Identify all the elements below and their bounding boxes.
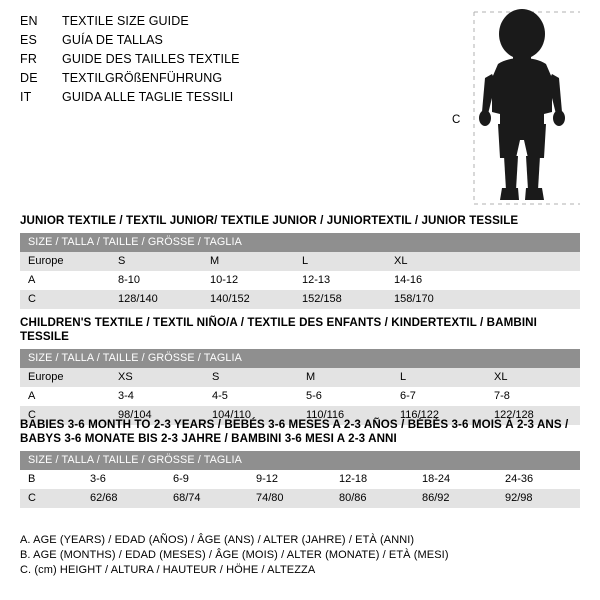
cell-value: 98/104: [110, 406, 204, 425]
column-size: XL: [486, 368, 580, 387]
column-size: L: [294, 252, 386, 271]
section-junior: [20, 214, 580, 309]
language-title: GUIDA ALLE TAGLIE TESSILI: [62, 90, 234, 104]
cell-value: 92/98: [497, 489, 580, 508]
section-title: CHILDREN'S TEXTILE / TEXTIL NIÑO/A / TEXTILE DES ENFANTS / KINDERTEXTIL / BAMBINI TESSILE: [20, 316, 537, 343]
height-measure-label: C: [452, 114, 461, 126]
cell-value: 6-7: [392, 387, 486, 406]
language-title: GUIDE DES TAILLES TEXTILE: [62, 52, 240, 66]
table-row: [20, 470, 580, 489]
cell-value: 8-10: [110, 271, 202, 290]
cell-value: 74/80: [248, 489, 331, 508]
row-label: C: [20, 489, 82, 508]
language-row: [20, 90, 420, 109]
column-size: M: [202, 252, 294, 271]
size-table-junior: [20, 233, 580, 309]
language-code: FR: [20, 52, 38, 66]
size-header-label: SIZE / TALLA / TAILLE / GRÖSSE / TAGLIA: [20, 349, 580, 368]
language-code: DE: [20, 71, 38, 85]
language-title-list: [20, 14, 420, 109]
table-header-row: [20, 233, 580, 252]
cell-value: 62/68: [82, 489, 165, 508]
row-label: A: [20, 387, 110, 406]
size-header-label: SIZE / TALLA / TAILLE / GRÖSSE / TAGLIA: [20, 233, 580, 252]
legend-block: [20, 533, 580, 578]
cell-value: 4-5: [204, 387, 298, 406]
cell-value: 116/122: [392, 406, 486, 425]
cell-value: 110/116: [298, 406, 392, 425]
cell-value: 140/152: [202, 290, 294, 309]
size-header-label: SIZE / TALLA / TAILLE / GRÖSSE / TAGLIA: [20, 451, 580, 470]
legend-line-b: B. AGE (MONTHS) / EDAD (MESES) / ÂGE (MOIS) / ALTER (MONATE) / ETÀ (MESI): [20, 549, 449, 561]
cell-value: 12-18: [331, 470, 414, 489]
child-silhouette-figure: [452, 8, 582, 208]
size-table-babies: [20, 451, 580, 508]
child-silhouette-icon: [452, 8, 582, 208]
row-label: C: [20, 406, 110, 425]
column-size: L: [392, 368, 486, 387]
table-row: [20, 387, 580, 406]
row-label: B: [20, 470, 82, 489]
language-title: TEXTILE SIZE GUIDE: [62, 14, 189, 28]
language-code: EN: [20, 14, 38, 28]
cell-value: 14-16: [386, 271, 478, 290]
cell-value: 104/110: [204, 406, 298, 425]
cell-value: 128/140: [110, 290, 202, 309]
cell-value: 3-6: [82, 470, 165, 489]
language-row: [20, 71, 420, 90]
language-row: [20, 14, 420, 33]
cell-value: 7-8: [486, 387, 580, 406]
column-size: [478, 252, 580, 271]
section-title: JUNIOR TEXTILE / TEXTIL JUNIOR/ TEXTILE JUNIOR / JUNIORTEXTIL / JUNIOR TESSILE: [20, 214, 519, 227]
legend-line-c: C. (cm) HEIGHT / ALTURA / HAUTEUR / HÖHE / ALTEZZA: [20, 564, 316, 576]
cell-value: 9-12: [248, 470, 331, 489]
language-row: [20, 52, 420, 71]
column-label: Europe: [20, 252, 110, 271]
cell-value: 68/74: [165, 489, 248, 508]
cell-value: 5-6: [298, 387, 392, 406]
column-size: XS: [110, 368, 204, 387]
table-row: [20, 489, 580, 508]
section-babies: [20, 418, 580, 508]
cell-value: 6-9: [165, 470, 248, 489]
table-row: [20, 252, 580, 271]
cell-value: 10-12: [202, 271, 294, 290]
cell-value: 158/170: [386, 290, 478, 309]
column-size: S: [110, 252, 202, 271]
column-size: XL: [386, 252, 478, 271]
cell-value: 18-24: [414, 470, 497, 489]
cell-value: 152/158: [294, 290, 386, 309]
table-header-row: [20, 349, 580, 368]
cell-value: [478, 290, 580, 309]
size-table-children: [20, 349, 580, 425]
column-size: S: [204, 368, 298, 387]
cell-value: [478, 271, 580, 290]
legend-line-a: A. AGE (YEARS) / EDAD (AÑOS) / ÂGE (ANS) / ALTER (JAHRE) / ETÀ (ANNI): [20, 534, 415, 546]
cell-value: 3-4: [110, 387, 204, 406]
cell-value: 24-36: [497, 470, 580, 489]
language-title: TEXTILGRÖßENFÜHRUNG: [62, 71, 223, 85]
table-header-row: [20, 451, 580, 470]
language-row: [20, 33, 420, 52]
table-row: [20, 271, 580, 290]
language-code: IT: [20, 90, 32, 104]
table-row: [20, 368, 580, 387]
row-label: C: [20, 290, 110, 309]
column-label: Europe: [20, 368, 110, 387]
cell-value: 12-13: [294, 271, 386, 290]
language-title: GUÍA DE TALLAS: [62, 33, 163, 47]
cell-value: 80/86: [331, 489, 414, 508]
section-children: [20, 316, 580, 425]
column-size: M: [298, 368, 392, 387]
language-code: ES: [20, 33, 38, 47]
table-row: [20, 290, 580, 309]
cell-value: 86/92: [414, 489, 497, 508]
section-title: BABIES 3-6 MONTH TO 2-3 YEARS / BEBÉS 3-6 MESES A 2-3 AÑOS / BÉBÉS 3-6 MOIS À 2-3 ANS / BABYS 3-6 MONATE BIS 2-3 JAHRE / BAMBINI 3-6 MESI A 2-3 ANNI: [20, 418, 569, 445]
cell-value: 122/128: [486, 406, 580, 425]
row-label: A: [20, 271, 110, 290]
